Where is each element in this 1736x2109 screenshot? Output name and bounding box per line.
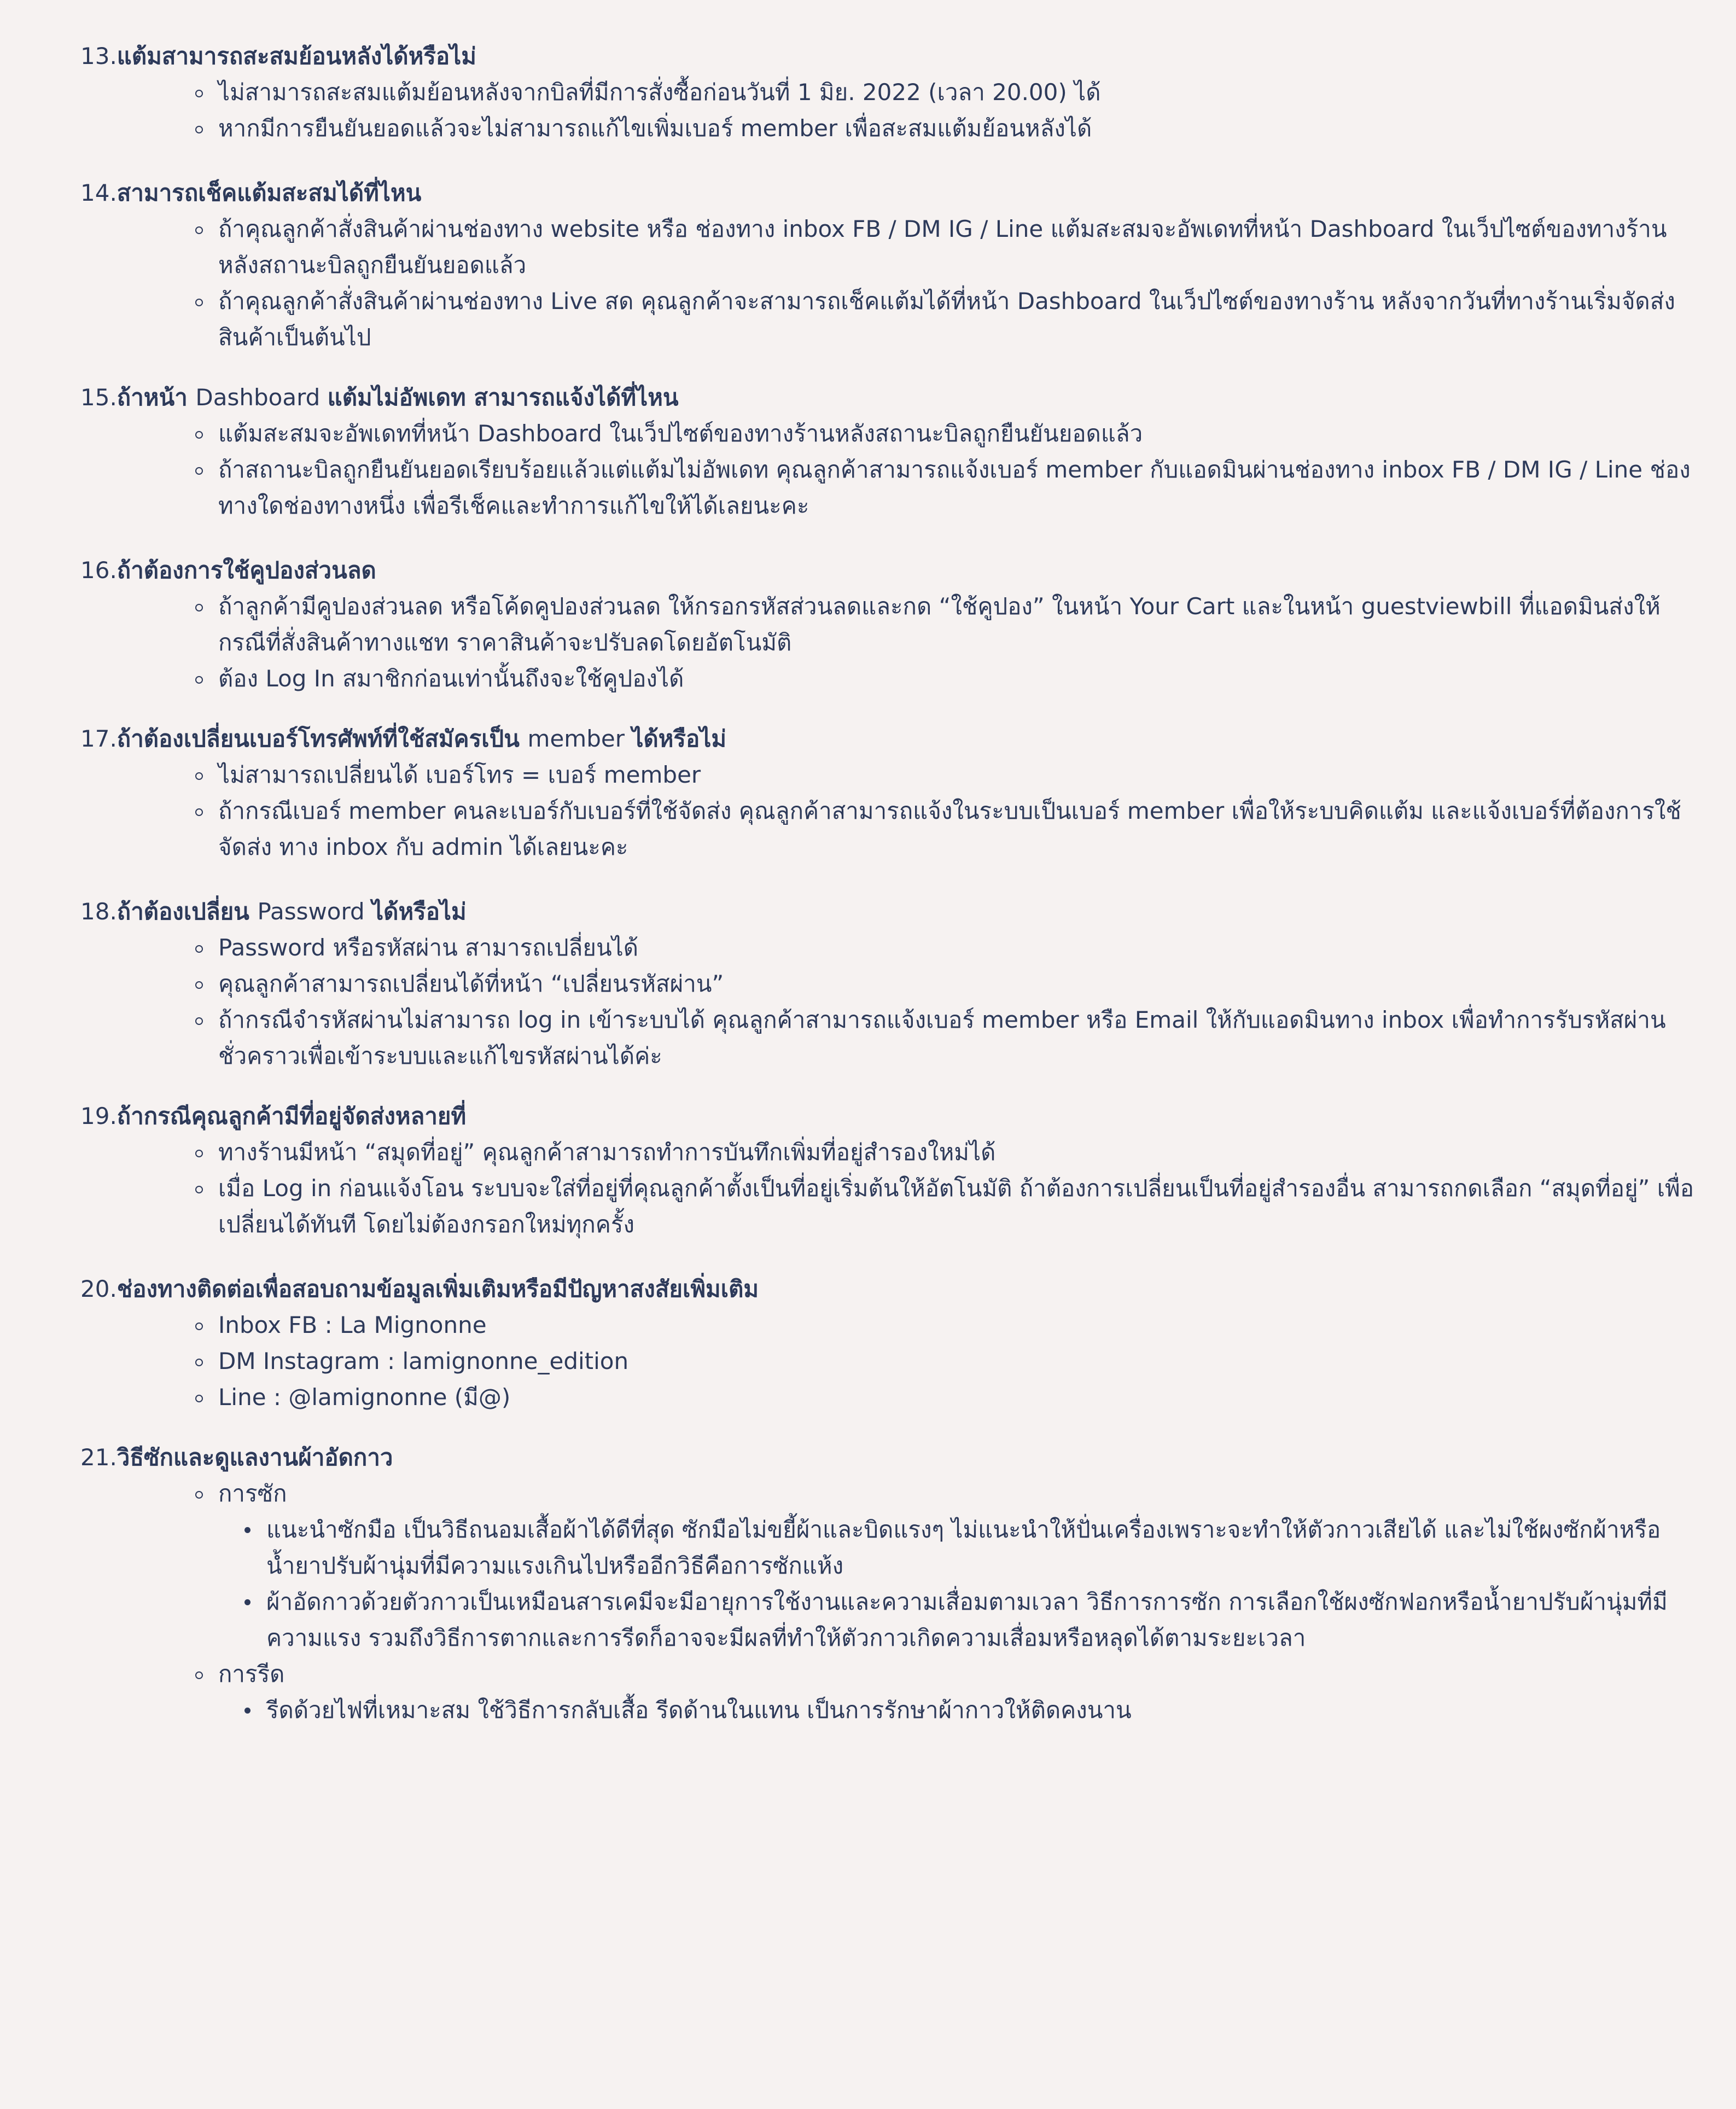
- answer-list: [80, 211, 1699, 356]
- section-spacer: [80, 865, 1699, 894]
- answer-item: [218, 1002, 1699, 1074]
- answer-text: DM Instagram : lamignonne_edition: [218, 1348, 629, 1374]
- answer-item: [218, 1379, 1699, 1415]
- filled-bullet-icon: [244, 1584, 251, 1620]
- answer-item: [218, 1656, 1699, 1728]
- hollow-bullet-icon: [195, 589, 203, 625]
- faq-question-heading: [80, 552, 1699, 589]
- question-title-part: ได้หรือไม่: [632, 725, 727, 752]
- answer-item: [218, 416, 1699, 452]
- question-number: 21.: [80, 1444, 117, 1471]
- answer-text: แต้มสะสมจะอัพเดทที่หน้า Dashboard ในเว็ปไซต์ของทางร้านหลังสถานะบิลถูกยืนยันยอดแล้ว: [218, 420, 1143, 447]
- faq-section: [80, 380, 1699, 524]
- faq-question-heading: [80, 721, 1699, 757]
- hollow-bullet-icon: [195, 1343, 203, 1379]
- answer-text: ถ้าสถานะบิลถูกยืนยันยอดเรียบร้อยแล้วแต่แต้มไม่อัพเดท คุณลูกค้าสามารถแจ้งเบอร์ member กับแอดมินผ่านช่องทาง inbox FB / DM IG / Line ช่องทางใดช่องทางหนึ่ง เพื่อรีเช็คและทำการแก้ไขให้ได้เลยนะคะ: [218, 456, 1691, 519]
- faq-section: [80, 38, 1699, 147]
- faq-question-heading: [80, 380, 1699, 416]
- answer-item: [218, 452, 1699, 524]
- answer-list: [80, 757, 1699, 865]
- question-title-part: แต้มสามารถสะสมย้อนหลังได้หรือไม่: [116, 43, 476, 69]
- question-number: 18.: [80, 898, 117, 925]
- answer-text: ถ้ากรณีเบอร์ member คนละเบอร์กับเบอร์ที่ใช้จัดส่ง คุณลูกค้าสามารถแจ้งในระบบเป็นเบอร์ member เพื่อให้ระบบคิดแต้ม และแจ้งเบอร์ที่ต้องการใช้จัดส่ง ทาง inbox กับ admin ได้เลยนะคะ: [218, 797, 1681, 860]
- question-title-part: ถ้าต้องเปลี่ยนเบอร์โทรศัพท์ที่ใช้สมัครเป็น: [116, 725, 528, 752]
- question-number: 19.: [80, 1103, 117, 1129]
- question-title-part: ถ้ากรณีคุณลูกค้ามีที่อยู่จัดส่งหลายที่: [116, 1103, 467, 1129]
- question-title-part: ช่องทางติดต่อเพื่อสอบถามข้อมูลเพิ่มเติมหรือมีปัญหาสงสัยเพิ่มเติม: [116, 1275, 759, 1302]
- faq-section: [80, 721, 1699, 865]
- hollow-bullet-icon: [195, 1002, 203, 1038]
- answer-list: [80, 589, 1699, 697]
- answer-item: [218, 1134, 1699, 1170]
- filled-bullet-icon: [244, 1512, 251, 1548]
- answer-subitem-text: ผ้าอัดกาวด้วยตัวกาวเป็นเหมือนสารเคมีจะมีอายุการใช้งานและความเสื่อมตามเวลา วิธีการการซัก การเลือกใช้ผงซักฟอกหรือน้ำยาปรับผ้านุ่มที่มีความแรง รวมถึงวิธีการตากและการรีดก็อาจจะมีผลที่ทำให้ตัวกาวเกิดความเสื่อมหรือหลุดได้ตามระยะเวลา: [266, 1588, 1668, 1651]
- answer-list: [80, 416, 1699, 524]
- hollow-bullet-icon: [195, 74, 203, 110]
- answer-sublist: [218, 1512, 1699, 1656]
- answer-item: [218, 110, 1699, 147]
- answer-text: การรีด: [218, 1661, 285, 1687]
- faq-question-heading: [80, 175, 1699, 211]
- question-number: 16.: [80, 557, 117, 584]
- answer-item: [218, 930, 1699, 966]
- answer-text: ถ้าลูกค้ามีคูปองส่วนลด หรือโค้ดคูปองส่วนลด ให้กรอกรหัสส่วนลดและกด “ใช้คูปอง” ในหน้า Your Cart และในหน้า guestviewbill ที่แอดมินส่งให้ กรณีที่สั่งสินค้าทางแชท ราคาสินค้าจะปรับลดโดยอัตโนมัติ: [218, 593, 1661, 656]
- question-title-part: Dashboard: [195, 384, 328, 411]
- answer-item: [218, 1343, 1699, 1379]
- answer-item: [218, 283, 1699, 356]
- question-number: 17.: [80, 725, 117, 752]
- question-number: 15.: [80, 384, 117, 411]
- question-title-part: วิธีซักและดูแลงานผ้าอัดกาว: [116, 1444, 393, 1471]
- answer-item: [218, 589, 1699, 661]
- section-spacer: [80, 356, 1699, 380]
- section-spacer: [80, 1415, 1699, 1440]
- answer-list: [80, 1307, 1699, 1415]
- question-title-part: ได้หรือไม่: [372, 898, 467, 925]
- question-title-part: Password: [257, 898, 372, 925]
- hollow-bullet-icon: [195, 1656, 203, 1692]
- section-spacer: [80, 1243, 1699, 1271]
- answer-subitem-text: แนะนำซักมือ เป็นวิธีถนอมเสื้อผ้าได้ดีที่สุด ซักมือไม่ขยี้ผ้าและบิดแรงๆ ไม่แนะนำให้ปั่นเครื่องเพราะจะทำให้ตัวกาวเสียได้ และไม่ใช้ผงซักผ้าหรือน้ำยาปรับผ้านุ่มที่มีความแรงเกินไปหรืออีกวิธีคือการซักแห้ง: [266, 1516, 1661, 1579]
- question-title-part: ถ้าหน้า: [116, 384, 196, 411]
- answer-text: ไม่สามารถเปลี่ยนได้ เบอร์โทร = เบอร์ member: [218, 761, 701, 788]
- hollow-bullet-icon: [195, 110, 203, 147]
- answer-text: ทางร้านมีหน้า “สมุดที่อยู่” คุณลูกค้าสามารถทำการบันทึกเพิ่มที่อยู่สำรองใหม่ได้: [218, 1139, 996, 1166]
- question-title-part: member: [527, 725, 632, 752]
- answer-text: หากมีการยืนยันยอดแล้วจะไม่สามารถแก้ไขเพิ่มเบอร์ member เพื่อสะสมแต้มย้อนหลังได้: [218, 115, 1092, 142]
- hollow-bullet-icon: [195, 416, 203, 452]
- faq-section: [80, 894, 1699, 1074]
- answer-item: [218, 1307, 1699, 1343]
- answer-text: ต้อง Log In สมาชิกก่อนเท่านั้นถึงจะใช้คูปองได้: [218, 665, 684, 692]
- question-title-part: ถ้าต้องการใช้คูปองส่วนลด: [116, 557, 376, 584]
- answer-text: การซัก: [218, 1480, 287, 1507]
- answer-subitem: [266, 1512, 1699, 1584]
- answer-item: [218, 1170, 1699, 1243]
- hollow-bullet-icon: [195, 1379, 203, 1415]
- answer-item: [218, 757, 1699, 793]
- faq-section: [80, 1098, 1699, 1243]
- hollow-bullet-icon: [195, 966, 203, 1002]
- answer-list: [80, 1134, 1699, 1243]
- faq-document: [80, 38, 1699, 1728]
- question-number: 13.: [80, 43, 117, 69]
- answer-item: [218, 211, 1699, 283]
- hollow-bullet-icon: [195, 661, 203, 697]
- answer-subitem-text: รีดด้วยไฟที่เหมาะสม ใช้วิธีการกลับเสื้อ รีดด้านในแทน เป็นการรักษาผ้ากาวให้ติดคงนาน: [266, 1697, 1132, 1723]
- faq-question-heading: [80, 894, 1699, 930]
- faq-section: [80, 175, 1699, 356]
- faq-section: [80, 1271, 1699, 1415]
- hollow-bullet-icon: [195, 283, 203, 319]
- answer-text: Inbox FB : La Mignonne: [218, 1312, 487, 1338]
- answer-item: [218, 74, 1699, 110]
- answer-text: เมื่อ Log in ก่อนแจ้งโอน ระบบจะใส่ที่อยู่ที่คุณลูกค้าตั้งเป็นที่อยู่เริ่มต้นให้อัตโนมัติ ถ้าต้องการเปลี่ยนเป็นที่อยู่สำรองอื่น สามารถกดเลือก “สมุดที่อยู่” เพื่อเปลี่ยนได้ทันที โดยไม่ต้องกรอกใหม่ทุกครั้ง: [218, 1175, 1694, 1238]
- answer-sublist: [218, 1692, 1699, 1728]
- question-number: 20.: [80, 1275, 117, 1302]
- answer-subitem: [266, 1692, 1699, 1728]
- answer-text: Password หรือรหัสผ่าน สามารถเปลี่ยนได้: [218, 934, 639, 961]
- answer-text: ถ้าคุณลูกค้าสั่งสินค้าผ่านช่องทาง website หรือ ช่องทาง inbox FB / DM IG / Line แต้มสะสมจะอัพเดทที่หน้า Dashboard ในเว็ปไซต์ของทางร้านหลังสถานะบิลถูกยืนยันยอดแล้ว: [218, 215, 1667, 278]
- answer-text: ถ้ากรณีจำรหัสผ่านไม่สามารถ log in เข้าระบบได้ คุณลูกค้าสามารถแจ้งเบอร์ member หรือ Email ให้กับแอดมินทาง inbox เพื่อทำการรับรหัสผ่านชั่วคราวเพื่อเข้าระบบและแก้ไขรหัสผ่านได้ค่ะ: [218, 1006, 1666, 1069]
- answer-item: [218, 793, 1699, 865]
- answer-text: ไม่สามารถสะสมแต้มย้อนหลังจากบิลที่มีการสั่งซื้อก่อนวันที่ 1 มิย. 2022 (เวลา 20.00) ได้: [218, 79, 1101, 106]
- filled-bullet-icon: [244, 1692, 251, 1728]
- answer-text: คุณลูกค้าสามารถเปลี่ยนได้ที่หน้า “เปลี่ยนรหัสผ่าน”: [218, 970, 724, 997]
- hollow-bullet-icon: [195, 1170, 203, 1207]
- section-spacer: [80, 1074, 1699, 1098]
- answer-item: [218, 966, 1699, 1002]
- question-title-part: ถ้าต้องเปลี่ยน: [116, 898, 258, 925]
- answer-item: [218, 1476, 1699, 1656]
- hollow-bullet-icon: [195, 757, 203, 793]
- hollow-bullet-icon: [195, 793, 203, 829]
- answer-subitem: [266, 1584, 1699, 1656]
- hollow-bullet-icon: [195, 452, 203, 488]
- faq-section: [80, 1440, 1699, 1728]
- answer-list: [80, 1476, 1699, 1728]
- faq-question-heading: [80, 1440, 1699, 1476]
- question-title-part: สามารถเช็คแต้มสะสมได้ที่ไหน: [116, 179, 422, 206]
- section-spacer: [80, 147, 1699, 175]
- hollow-bullet-icon: [195, 211, 203, 247]
- answer-text: Line : @lamignonne (มี@): [218, 1384, 511, 1411]
- hollow-bullet-icon: [195, 1476, 203, 1512]
- section-spacer: [80, 524, 1699, 552]
- section-spacer: [80, 697, 1699, 721]
- faq-question-heading: [80, 1271, 1699, 1307]
- hollow-bullet-icon: [195, 1134, 203, 1170]
- answer-text: ถ้าคุณลูกค้าสั่งสินค้าผ่านช่องทาง Live สด คุณลูกค้าจะสามารถเช็คแต้มได้ที่หน้า Dashboard ในเว็ปไซต์ของทางร้าน หลังจากวันที่ทางร้านเริ่มจัดส่งสินค้าเป็นต้นไป: [218, 288, 1675, 351]
- faq-question-heading: [80, 1098, 1699, 1134]
- answer-list: [80, 930, 1699, 1074]
- answer-item: [218, 661, 1699, 697]
- hollow-bullet-icon: [195, 1307, 203, 1343]
- question-number: 14.: [80, 179, 117, 206]
- faq-section: [80, 552, 1699, 697]
- question-title-part: แต้มไม่อัพเดท สามารถแจ้งได้ที่ไหน: [327, 384, 679, 411]
- answer-list: [80, 74, 1699, 147]
- hollow-bullet-icon: [195, 930, 203, 966]
- faq-question-heading: [80, 38, 1699, 74]
